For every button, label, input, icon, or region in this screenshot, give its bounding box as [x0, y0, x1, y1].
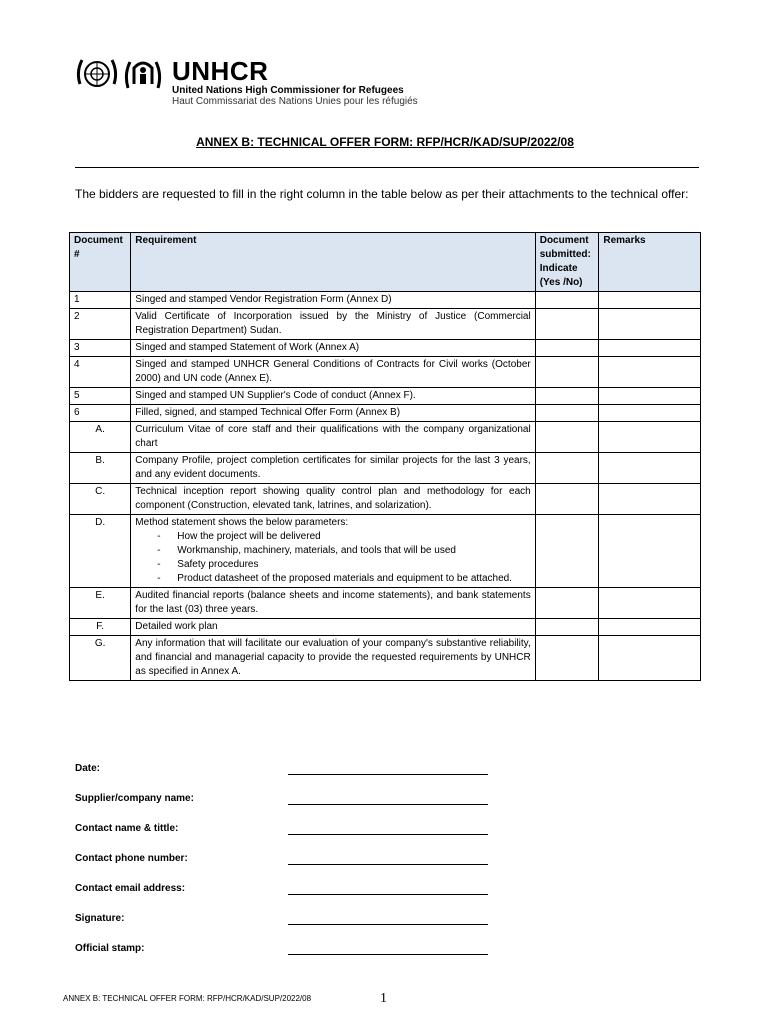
row-requirement [131, 340, 535, 357]
row-requirement [131, 636, 535, 681]
title-divider [75, 167, 699, 168]
table-row [70, 357, 701, 388]
remarks-cell[interactable] [599, 405, 701, 422]
field-label: Signature: [75, 913, 125, 924]
remarks-cell[interactable] [599, 422, 701, 453]
requirement-text: Singed and stamped UN Supplier's Code of conduct (Annex F). [135, 390, 416, 401]
table-row [70, 405, 701, 422]
submitted-cell[interactable] [535, 453, 599, 484]
table-row [70, 422, 701, 453]
submitted-cell[interactable] [535, 588, 599, 619]
field-blank-line[interactable] [288, 864, 488, 865]
form-field [75, 763, 695, 793]
form-field [75, 943, 695, 973]
table-header-row [70, 233, 701, 292]
form-field [75, 823, 695, 853]
table-row [70, 453, 701, 484]
submitted-cell[interactable] [535, 619, 599, 636]
remarks-cell[interactable] [599, 515, 701, 588]
table-row [70, 588, 701, 619]
row-requirement [131, 484, 535, 515]
org-name: UNHCR [172, 56, 269, 86]
requirement-text: Technical inception report showing quality control plan and methodology for each component (Construction, elevated tank, latrines, and solarization). [135, 486, 531, 511]
submitted-cell[interactable] [535, 405, 599, 422]
remarks-cell[interactable] [599, 484, 701, 515]
form-field [75, 853, 695, 883]
row-requirement [131, 453, 535, 484]
field-blank-line[interactable] [288, 954, 488, 955]
row-requirement [131, 619, 535, 636]
submitted-cell[interactable] [535, 292, 599, 309]
table-row [70, 515, 701, 588]
table-row [70, 636, 701, 681]
requirement-text: Detailed work plan [135, 621, 218, 632]
requirement-text: Audited financial reports (balance sheets and income statements), and bank statements for the last (03) three years. [135, 590, 531, 615]
un-emblem-icon [74, 54, 120, 94]
intro-text: The bidders are requested to fill in the right column in the table below as per their attachments to the technical offer: [75, 187, 689, 201]
field-label: Supplier/company name: [75, 793, 194, 804]
field-blank-line[interactable] [288, 774, 488, 775]
row-doc-no: C. [70, 484, 131, 515]
submitted-cell[interactable] [535, 388, 599, 405]
field-blank-line[interactable] [288, 834, 488, 835]
row-requirement [131, 588, 535, 619]
page-number: 1 [380, 991, 387, 1006]
remarks-cell[interactable] [599, 619, 701, 636]
field-blank-line[interactable] [288, 804, 488, 805]
requirement-text: Singed and stamped Statement of Work (Annex A) [135, 342, 360, 353]
field-label: Official stamp: [75, 943, 145, 954]
remarks-cell[interactable] [599, 309, 701, 340]
table-row [70, 484, 701, 515]
requirement-text: Method statement shows the below parameters: [135, 517, 349, 528]
submitted-cell[interactable] [535, 422, 599, 453]
remarks-cell[interactable] [599, 453, 701, 484]
row-doc-no: B. [70, 453, 131, 484]
row-doc-no: F. [70, 619, 131, 636]
requirements-table [69, 232, 701, 681]
form-field [75, 883, 695, 913]
submitted-cell[interactable] [535, 357, 599, 388]
row-requirement [131, 309, 535, 340]
row-doc-no: D. [70, 515, 131, 588]
requirement-text: Singed and stamped Vendor Registration Form (Annex D) [135, 294, 392, 305]
submitted-cell[interactable] [535, 340, 599, 357]
row-doc-no: G. [70, 636, 131, 681]
bullet-item: - Product datasheet of the proposed materials and equipment to be attached. [135, 572, 530, 586]
unhcr-hands-icon [120, 54, 166, 94]
footer-text: ANNEX B: TECHNICAL OFFER FORM: RFP/HCR/KAD/SUP/2022/08 [63, 994, 312, 1003]
row-requirement [131, 515, 535, 588]
header-remarks: Remarks [599, 233, 701, 292]
submitted-cell[interactable] [535, 515, 599, 588]
table-row [70, 340, 701, 357]
requirement-text: Singed and stamped UNHCR General Conditions of Contracts for Civil works (October 2000) and UN code (Annex E). [135, 359, 531, 384]
bullet-item: - Workmanship, machinery, materials, and tools that will be used [135, 544, 530, 558]
field-blank-line[interactable] [288, 924, 488, 925]
row-requirement [131, 405, 535, 422]
org-full-fr: Haut Commissariat des Nations Unies pour les réfugiés [172, 96, 418, 107]
row-requirement [131, 388, 535, 405]
row-doc-no: A. [70, 422, 131, 453]
row-doc-no: 6 [70, 405, 131, 422]
remarks-cell[interactable] [599, 292, 701, 309]
remarks-cell[interactable] [599, 588, 701, 619]
requirement-text: Valid Certificate of Incorporation issued by the Ministry of Justice (Commercial Registration Department) Sudan. [135, 311, 531, 336]
org-full-en: United Nations High Commissioner for Refugees [172, 85, 404, 96]
remarks-cell[interactable] [599, 388, 701, 405]
remarks-cell[interactable] [599, 636, 701, 681]
table-row [70, 388, 701, 405]
header-submitted: Document submitted: Indicate (Yes /No) [535, 233, 599, 292]
table-row [70, 292, 701, 309]
row-requirement [131, 292, 535, 309]
contact-fields [75, 763, 695, 973]
requirement-bullets [135, 530, 530, 586]
field-label: Contact name & tittle: [75, 823, 179, 834]
document-title: ANNEX B: TECHNICAL OFFER FORM: RFP/HCR/KAD/SUP/2022/08 [196, 135, 574, 149]
row-doc-no: 1 [70, 292, 131, 309]
requirement-text: Company Profile, project completion certificates for similar projects for the last 3 years, and any evident documents. [135, 455, 531, 480]
remarks-cell[interactable] [599, 340, 701, 357]
row-doc-no: 5 [70, 388, 131, 405]
row-requirement [131, 357, 535, 388]
header-requirement: Requirement [131, 233, 535, 292]
form-field [75, 913, 695, 943]
bullet-item: - Safety procedures [135, 558, 530, 572]
submitted-cell[interactable] [535, 636, 599, 681]
requirement-text: Filled, signed, and stamped Technical Offer Form (Annex B) [135, 407, 401, 418]
remarks-cell[interactable] [599, 357, 701, 388]
unhcr-logo [74, 54, 418, 107]
header-doc-no: Document # [70, 233, 131, 292]
field-label: Date: [75, 763, 101, 774]
requirement-text: Curriculum Vitae of core staff and their qualifications with the company organizational chart [135, 424, 531, 449]
table-row [70, 619, 701, 636]
row-doc-no: 2 [70, 309, 131, 340]
requirement-text: Any information that will facilitate our evaluation of your company's substantive reliability, and financial and managerial capacity to provide the requested requirements by UNHCR as specified in Annex A. [135, 638, 531, 677]
table-row [70, 309, 701, 340]
submitted-cell[interactable] [535, 309, 599, 340]
row-doc-no: 4 [70, 357, 131, 388]
row-doc-no: 3 [70, 340, 131, 357]
field-blank-line[interactable] [288, 894, 488, 895]
field-label: Contact email address: [75, 883, 186, 894]
row-requirement [131, 422, 535, 453]
bullet-item: - How the project will be delivered [135, 530, 530, 544]
form-field [75, 793, 695, 823]
submitted-cell[interactable] [535, 484, 599, 515]
field-label: Contact phone number: [75, 853, 188, 864]
row-doc-no: E. [70, 588, 131, 619]
